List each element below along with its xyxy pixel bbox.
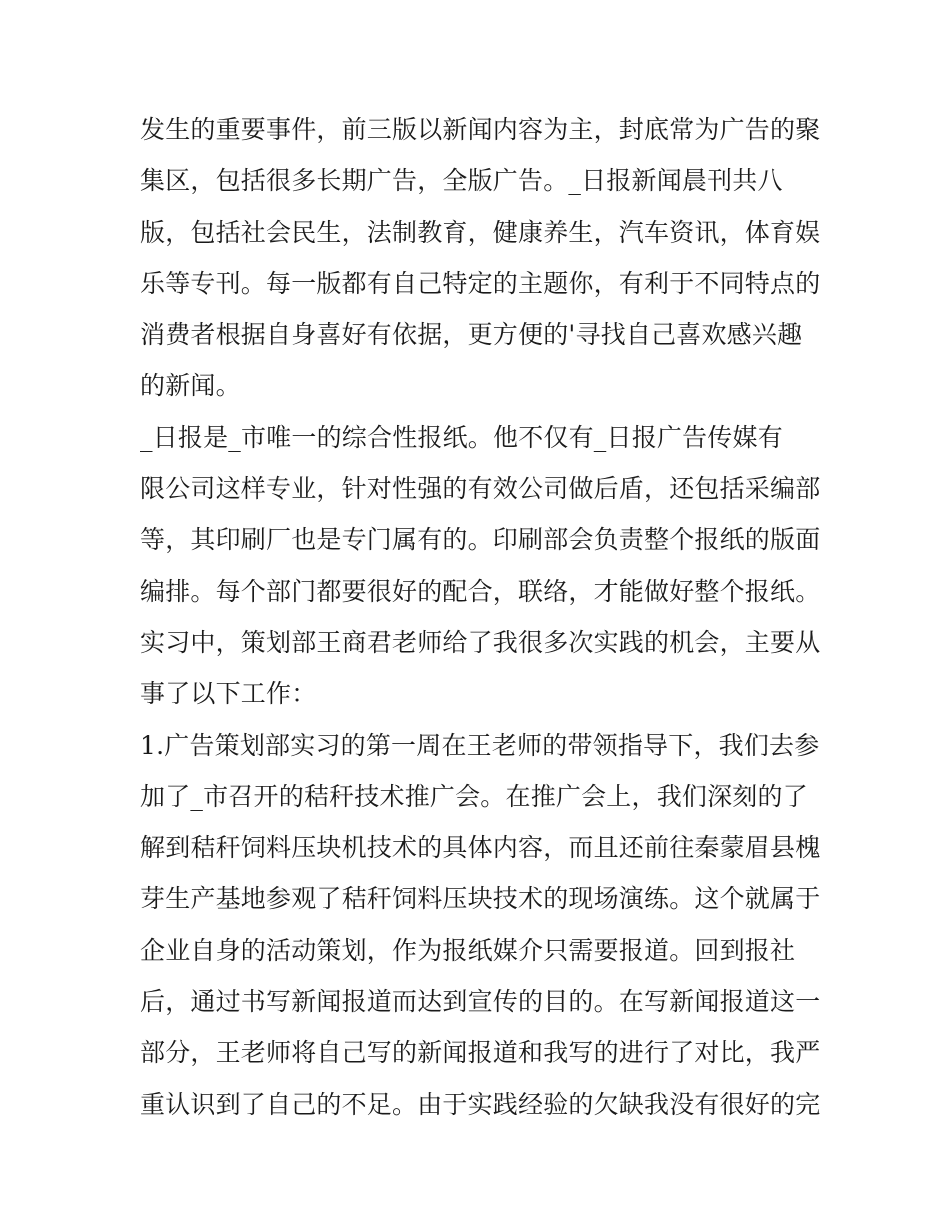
text-line: 芽生产基地参观了秸秆饲料压块技术的现场演练。这个就属于	[140, 884, 821, 914]
text-line: 的新闻。	[140, 371, 241, 401]
text-line: 重认识到了自己的不足。由于实践经验的欠缺我没有很好的完	[140, 1089, 821, 1119]
text-line: 集区，包括很多长期广告，全版广告。_日报新闻晨刊共八	[140, 166, 783, 196]
text-line: 发生的重要事件，前三版以新闻内容为主，封底常为广告的聚	[140, 115, 821, 144]
text-line: _日报是_市唯一的综合性报纸。他不仅有_日报广告传媒有	[140, 422, 783, 452]
text-line: 事了以下工作：	[140, 679, 317, 709]
text-line: 编排。每个部门都要很好的配合，联络，才能做好整个报纸。	[140, 576, 821, 606]
text-line: 限公司这样专业，针对性强的有效公司做后盾，还包括采编部	[140, 474, 821, 504]
text-line: 加了_市召开的秸秆技术推广会。在推广会上，我们深刻的了	[140, 781, 808, 811]
text-line: 乐等专刊。每一版都有自己特定的主题你，有利于不同特点的	[140, 268, 821, 298]
text-line: 版，包括社会民生，法制教育，健康养生，汽车资讯，体育娱	[140, 217, 821, 247]
text-line: 实习中，策划部王商君老师给了我很多次实践的机会，主要从	[140, 627, 821, 657]
text-line: 1.广告策划部实习的第一周在王老师的带领指导下，我们去参	[140, 730, 820, 760]
text-line: 部分，王老师将自己写的新闻报道和我写的进行了对比，我严	[140, 1038, 821, 1068]
body-text	[140, 104, 820, 1130]
text-line: 企业自身的活动策划，作为报纸媒介只需要报道。回到报社	[140, 935, 796, 965]
text-line: 解到秸秆饲料压块机技术的具体内容，而且还前往秦蒙眉县槐	[140, 833, 821, 863]
text-line: 消费者根据自身喜好有依据，更方便的'寻找自己喜欢感兴趣	[140, 320, 803, 350]
text-line: 等，其印刷厂也是专门属有的。印刷部会负责整个报纸的版面	[140, 525, 821, 555]
text-line: 后，通过书写新闻报道而达到宣传的目的。在写新闻报道这一	[140, 987, 821, 1017]
